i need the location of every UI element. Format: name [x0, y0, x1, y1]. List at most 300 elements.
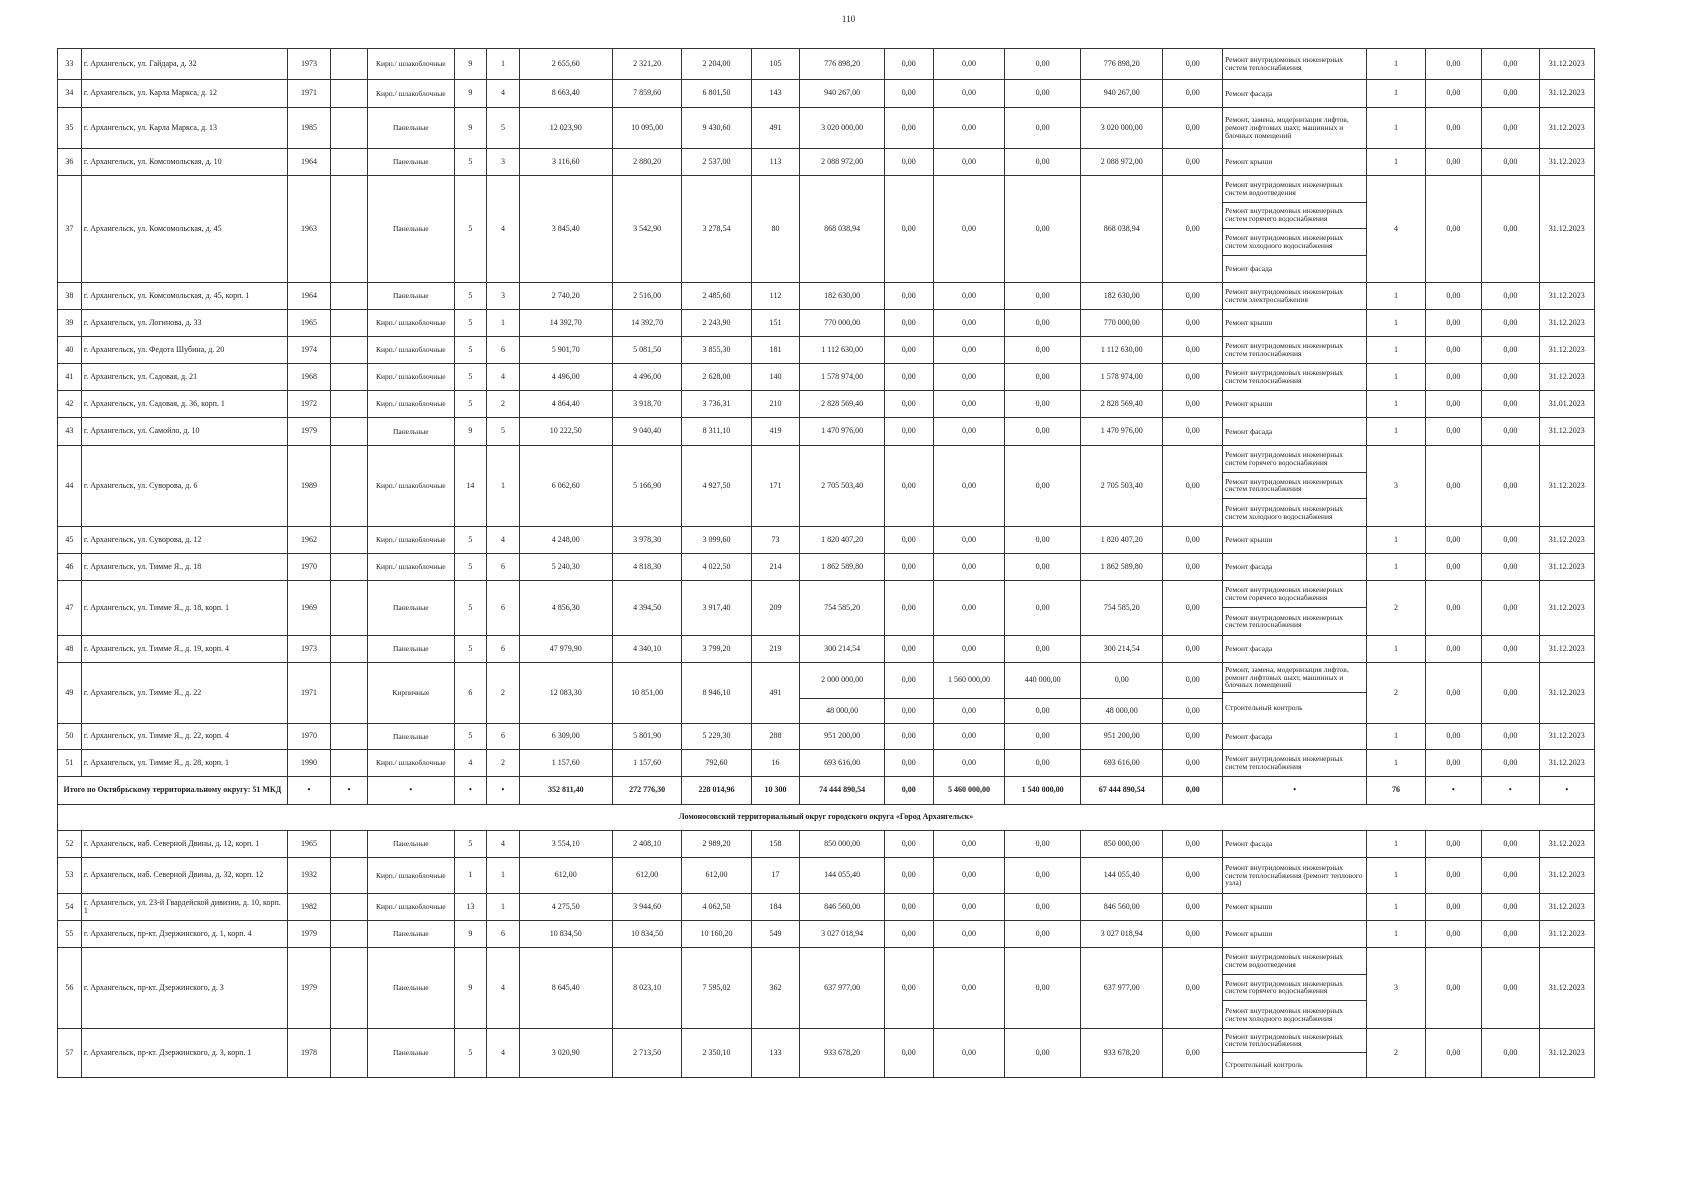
cost-cell: 0,00: [1163, 526, 1223, 553]
total-area-cell: 10 834,50: [519, 920, 612, 947]
cost-cell: 0,00: [1163, 283, 1223, 310]
wall-material-cell: Кирп./ шлакоблочные: [367, 364, 454, 391]
address-cell: г. Архангельск, ул. Тимме Я., д. 18: [81, 553, 287, 580]
total-value-cell: 5 460 000,00: [933, 776, 1005, 804]
cost-split-value: 0,00: [885, 663, 933, 699]
cost-cell: 1 862 589,80: [800, 553, 885, 580]
work-type-cell: [1223, 391, 1367, 418]
cost-split-value: 0,00: [1185, 705, 1200, 715]
deadline-cell: 31.12.2023: [1539, 149, 1594, 176]
work-count-cell: 1: [1367, 893, 1426, 920]
area-cell: 10 095,00: [612, 108, 681, 149]
residents-cell: 112: [751, 283, 800, 310]
year-cell: 1982: [287, 893, 330, 920]
work-count-cell: 1: [1367, 920, 1426, 947]
table-row: [58, 176, 1595, 283]
row-number-cell: 34: [58, 80, 82, 108]
row-number-cell: 51: [58, 749, 82, 776]
extra-cost-cell: 0,00: [1425, 723, 1481, 749]
blank-cell: [331, 80, 368, 108]
entrances-cell: 6: [487, 723, 520, 749]
extra-cost-cell: 0,00: [1425, 80, 1481, 108]
residents-cell: 214: [751, 553, 800, 580]
living-area-cell: 3 917,40: [682, 580, 751, 635]
cost-cell: 0,00: [933, 526, 1005, 553]
cost-cell: 0,00: [1005, 580, 1081, 635]
work-type-item: Ремонт внутридомовых инженерных систем теплоснабжения: [1225, 368, 1344, 385]
work-type-item: Ремонт внутридомовых инженерных систем холодного водоснабжения: [1225, 1005, 1344, 1023]
extra-cost-cell: 0,00: [1482, 830, 1539, 857]
residents-cell: 181: [751, 337, 800, 364]
work-type-cell: [1223, 446, 1367, 527]
wall-material-cell: Кирп./ шлакоблочные: [367, 337, 454, 364]
floors-cell: 9: [454, 920, 487, 947]
table-row: [58, 149, 1595, 176]
total-area-cell: 4 275,50: [519, 893, 612, 920]
work-count-cell: 1: [1367, 526, 1426, 553]
extra-cost-cell: 0,00: [1482, 391, 1539, 418]
work-type-cell: [1223, 947, 1367, 1028]
residents-cell: 151: [751, 310, 800, 337]
blank-cell: [331, 893, 368, 920]
cost-cell: 3 020 000,00: [1081, 108, 1163, 149]
cost-cell: 0,00: [1005, 337, 1081, 364]
total-area-cell: 12 023,90: [519, 108, 612, 149]
living-area-cell: 7 595,02: [682, 947, 751, 1028]
cost-cell: 0,00: [933, 635, 1005, 662]
year-cell: 1969: [287, 580, 330, 635]
total-label-cell: Итого по Октябрьскому территориальному округу: 51 МКД: [58, 776, 288, 804]
table-row: [58, 635, 1595, 662]
extra-cost-cell: 0,00: [1425, 635, 1481, 662]
total-area-cell: 10 222,50: [519, 418, 612, 446]
floors-cell: 4: [454, 749, 487, 776]
area-cell: 4 818,30: [612, 553, 681, 580]
entrances-cell: 1: [487, 446, 520, 527]
extra-cost-cell: 0,00: [1425, 893, 1481, 920]
cost-cell: 0,00: [933, 364, 1005, 391]
entrances-cell: 4: [487, 830, 520, 857]
address-cell: г. Архангельск, ул. Суворова, д. 12: [81, 526, 287, 553]
row-number-cell: 48: [58, 635, 82, 662]
table-row: [58, 920, 1595, 947]
table-row: [58, 391, 1595, 418]
total-area-cell: 8 645,40: [519, 947, 612, 1028]
year-cell: 1965: [287, 310, 330, 337]
entrances-cell: 4: [487, 176, 520, 283]
cost-cell: 0,00: [884, 310, 933, 337]
work-type-item: Ремонт внутридомовых инженерных систем теплоснабжения: [1225, 55, 1344, 72]
total-area-cell: 6 309,00: [519, 723, 612, 749]
wall-material-cell: Кирп./ шлакоблочные: [367, 391, 454, 418]
cost-cell: 0,00: [884, 418, 933, 446]
table-row: [58, 310, 1595, 337]
floors-cell: 5: [454, 1028, 487, 1077]
work-type-cell: [1223, 635, 1367, 662]
wall-material-cell: Панельные: [367, 723, 454, 749]
cost-cell: 2 828 569,40: [1081, 391, 1163, 418]
extra-cost-cell: 0,00: [1482, 108, 1539, 149]
deadline-cell: 31.01.2023: [1539, 391, 1594, 418]
row-number-cell: 56: [58, 947, 82, 1028]
work-count-cell: 1: [1367, 149, 1426, 176]
total-value-cell: 352 811,40: [519, 776, 612, 804]
work-count-cell: 2: [1367, 662, 1426, 723]
deadline-cell: 31.12.2023: [1539, 337, 1594, 364]
cost-cell: 0,00: [1005, 830, 1081, 857]
wall-material-cell: Панельные: [367, 1028, 454, 1077]
total-value-cell: •: [1482, 776, 1539, 804]
address-cell: г. Архангельск, ул. Тимме Я., д. 22: [81, 662, 287, 723]
cost-cell: 0,00: [933, 1028, 1005, 1077]
blank-cell: [331, 108, 368, 149]
cost-cell: 1 578 974,00: [1081, 364, 1163, 391]
cost-cell: 0,00: [1163, 857, 1223, 893]
row-number-cell: 54: [58, 893, 82, 920]
extra-cost-cell: 0,00: [1482, 364, 1539, 391]
cost-cell: 0,00: [1005, 635, 1081, 662]
total-value-cell: 0,00: [884, 776, 933, 804]
cost-cell: 182 630,00: [800, 283, 885, 310]
area-cell: 8 023,10: [612, 947, 681, 1028]
total-value-cell: 67 444 890,54: [1081, 776, 1163, 804]
total-value-cell: 0,00: [1163, 776, 1223, 804]
cost-cell: 1 820 407,20: [800, 526, 885, 553]
wall-material-cell: Кирп./ шлакоблочные: [367, 526, 454, 553]
total-area-cell: 3 845,40: [519, 176, 612, 283]
cost-cell: 0,00: [933, 893, 1005, 920]
work-count-cell: 2: [1367, 580, 1426, 635]
area-cell: 612,00: [612, 857, 681, 893]
cost-cell: 933 678,20: [1081, 1028, 1163, 1077]
cost-cell: 0,00: [884, 920, 933, 947]
cost-cell: 0,00: [933, 446, 1005, 527]
residents-cell: 209: [751, 580, 800, 635]
deadline-cell: 31.12.2023: [1539, 830, 1594, 857]
year-cell: 1978: [287, 1028, 330, 1077]
residents-cell: 210: [751, 391, 800, 418]
total-dot-cell: •: [367, 776, 454, 804]
total-dot-cell: •: [454, 776, 487, 804]
cost-cell: 0,00: [933, 857, 1005, 893]
area-cell: 2 713,50: [612, 1028, 681, 1077]
area-cell: 3 944,60: [612, 893, 681, 920]
extra-cost-cell: 0,00: [1425, 149, 1481, 176]
floors-cell: 5: [454, 310, 487, 337]
work-count-cell: 1: [1367, 391, 1426, 418]
work-type-item: Ремонт внутридомовых инженерных систем теплоснабжения: [1223, 473, 1366, 500]
blank-cell: [331, 446, 368, 527]
wall-material-cell: Кирп./ шлакоблочные: [367, 553, 454, 580]
cost-cell: 1 470 976,00: [800, 418, 885, 446]
cost-cell: 300 214,54: [1081, 635, 1163, 662]
cost-cell: 144 055,40: [800, 857, 885, 893]
floors-cell: 5: [454, 149, 487, 176]
work-type-item: Ремонт фасада: [1225, 426, 1273, 436]
address-cell: г. Архангельск, ул. Суворова, д. 6: [81, 446, 287, 527]
work-count-cell: 1: [1367, 80, 1426, 108]
cost-cell: 0,00: [1163, 893, 1223, 920]
floors-cell: 5: [454, 580, 487, 635]
extra-cost-cell: 0,00: [1425, 749, 1481, 776]
deadline-cell: 31.12.2023: [1539, 857, 1594, 893]
deadline-cell: 31.12.2023: [1539, 526, 1594, 553]
cost-cell: 0,00: [884, 947, 933, 1028]
blank-cell: [331, 364, 368, 391]
year-cell: 1971: [287, 80, 330, 108]
table-row: [58, 283, 1595, 310]
living-area-cell: 8 311,10: [682, 418, 751, 446]
work-type-item: Ремонт крыши: [1225, 929, 1273, 939]
floors-cell: 9: [454, 418, 487, 446]
floors-cell: 5: [454, 364, 487, 391]
extra-cost-cell: 0,00: [1482, 49, 1539, 80]
entrances-cell: 3: [487, 149, 520, 176]
entrances-cell: 6: [487, 337, 520, 364]
cost-cell: 0,00: [1005, 553, 1081, 580]
area-cell: 9 040,40: [612, 418, 681, 446]
address-cell: г. Архангельск, пр-кт. Дзержинского, д. 3, корп. 1: [81, 1028, 287, 1077]
area-cell: 7 859,60: [612, 80, 681, 108]
entrances-cell: 4: [487, 526, 520, 553]
address-cell: г. Архангельск, ул. Логинова, д. 33: [81, 310, 287, 337]
total-area-cell: 5 240,30: [519, 553, 612, 580]
work-type-item: Ремонт внутридомовых инженерных систем холодного водоснабжения: [1223, 229, 1366, 256]
extra-cost-cell: 0,00: [1482, 947, 1539, 1028]
work-count-cell: 1: [1367, 418, 1426, 446]
total-area-cell: 8 663,40: [519, 80, 612, 108]
deadline-cell: 31.12.2023: [1539, 283, 1594, 310]
cost-cell: 0,00: [1005, 857, 1081, 893]
address-cell: г. Архангельск, ул. Тимме Я., д. 22, корп. 4: [81, 723, 287, 749]
residents-cell: 16: [751, 749, 800, 776]
table-row: [58, 723, 1595, 749]
extra-cost-cell: 0,00: [1482, 1028, 1539, 1077]
wall-material-cell: Панельные: [367, 947, 454, 1028]
deadline-cell: 31.12.2023: [1539, 723, 1594, 749]
cost-cell: 776 898,20: [800, 49, 885, 80]
work-type-cell: [1223, 723, 1367, 749]
table-row: [58, 662, 1595, 723]
total-area-cell: 14 392,70: [519, 310, 612, 337]
cost-cell: 770 000,00: [800, 310, 885, 337]
cost-cell: 0,00: [1005, 149, 1081, 176]
row-number-cell: 38: [58, 283, 82, 310]
cost-cell: 2 705 503,40: [800, 446, 885, 527]
living-area-cell: 6 801,50: [682, 80, 751, 108]
residents-cell: 140: [751, 364, 800, 391]
address-cell: г. Архангельск, ул. Карла Маркса, д. 12: [81, 80, 287, 108]
total-dot-cell: •: [287, 776, 330, 804]
cost-cell: 0,00: [1005, 391, 1081, 418]
work-type-cell: [1223, 580, 1367, 635]
entrances-cell: 5: [487, 418, 520, 446]
floors-cell: 1: [454, 857, 487, 893]
address-cell: г. Архангельск, ул. Самойло, д. 10: [81, 418, 287, 446]
total-value-cell: •: [1425, 776, 1481, 804]
cost-split-cell: [884, 662, 933, 723]
wall-material-cell: Кирп./ шлакоблочные: [367, 749, 454, 776]
residents-cell: 549: [751, 920, 800, 947]
section-header-row: [58, 804, 1595, 830]
address-cell: г. Архангельск, ул. Комсомольская, д. 10: [81, 149, 287, 176]
residents-cell: 288: [751, 723, 800, 749]
work-count-cell: 2: [1367, 1028, 1426, 1077]
address-cell: г. Архангельск, ул. Карла Маркса, д. 13: [81, 108, 287, 149]
entrances-cell: 4: [487, 364, 520, 391]
cost-cell: 3 020 000,00: [800, 108, 885, 149]
cost-split-value: 48 000,00: [1105, 705, 1138, 715]
wall-material-cell: Кирп./ шлакоблочные: [367, 49, 454, 80]
floors-cell: 5: [454, 176, 487, 283]
work-type-cell: [1223, 553, 1367, 580]
work-type-cell: [1223, 857, 1367, 893]
work-type-cell: [1223, 364, 1367, 391]
entrances-cell: 1: [487, 857, 520, 893]
cost-split-cell: [1005, 662, 1081, 723]
blank-cell: [331, 49, 368, 80]
address-cell: г. Архангельск, ул. Комсомольская, д. 45: [81, 176, 287, 283]
total-area-cell: 4 248,00: [519, 526, 612, 553]
extra-cost-cell: 0,00: [1425, 446, 1481, 527]
entrances-cell: 4: [487, 80, 520, 108]
year-cell: 1968: [287, 364, 330, 391]
cost-cell: 0,00: [884, 857, 933, 893]
living-area-cell: 2 350,10: [682, 1028, 751, 1077]
cost-cell: 0,00: [884, 580, 933, 635]
extra-cost-cell: 0,00: [1482, 723, 1539, 749]
cost-cell: 0,00: [1005, 108, 1081, 149]
entrances-cell: 6: [487, 920, 520, 947]
total-dot-cell: •: [331, 776, 368, 804]
work-count-cell: 1: [1367, 723, 1426, 749]
wall-material-cell: Кирп./ шлакоблочные: [367, 80, 454, 108]
row-number-cell: 36: [58, 149, 82, 176]
row-number-cell: 55: [58, 920, 82, 947]
living-area-cell: 10 160,20: [682, 920, 751, 947]
cost-cell: 770 000,00: [1081, 310, 1163, 337]
extra-cost-cell: 0,00: [1425, 662, 1481, 723]
total-value-cell: 74 444 890,54: [800, 776, 885, 804]
extra-cost-cell: 0,00: [1482, 662, 1539, 723]
year-cell: 1979: [287, 920, 330, 947]
work-type-item: Ремонт крыши: [1225, 902, 1273, 912]
district-total-row: [58, 776, 1595, 804]
cost-cell: 0,00: [933, 391, 1005, 418]
extra-cost-cell: 0,00: [1482, 749, 1539, 776]
extra-cost-cell: 0,00: [1425, 391, 1481, 418]
cost-cell: 0,00: [1005, 364, 1081, 391]
address-cell: г. Архангельск, ул. Тимме Я., д. 18, корп. 1: [81, 580, 287, 635]
work-type-item: Ремонт внутридомовых инженерных систем водоотведения: [1223, 176, 1366, 203]
year-cell: 1979: [287, 947, 330, 1028]
cost-cell: 0,00: [1163, 310, 1223, 337]
work-type-cell: [1223, 749, 1367, 776]
total-dot-cell: •: [487, 776, 520, 804]
cost-cell: 0,00: [933, 580, 1005, 635]
total-area-cell: 6 062,60: [519, 446, 612, 527]
cost-cell: 754 585,20: [800, 580, 885, 635]
deadline-cell: 31.12.2023: [1539, 947, 1594, 1028]
work-count-cell: 1: [1367, 749, 1426, 776]
blank-cell: [331, 553, 368, 580]
cost-cell: 0,00: [1005, 49, 1081, 80]
extra-cost-cell: 0,00: [1482, 857, 1539, 893]
year-cell: 1979: [287, 418, 330, 446]
work-type-item: Ремонт крыши: [1225, 399, 1273, 409]
cost-cell: 0,00: [1005, 893, 1081, 920]
cost-split-value: 0,00: [901, 705, 916, 715]
area-cell: 5 801,90: [612, 723, 681, 749]
row-number-cell: 45: [58, 526, 82, 553]
total-area-cell: 5 901,70: [519, 337, 612, 364]
living-area-cell: 3 855,30: [682, 337, 751, 364]
entrances-cell: 2: [487, 391, 520, 418]
area-cell: 4 496,00: [612, 364, 681, 391]
deadline-cell: 31.12.2023: [1539, 418, 1594, 446]
living-area-cell: 5 229,30: [682, 723, 751, 749]
cost-cell: 0,00: [1163, 635, 1223, 662]
blank-cell: [331, 176, 368, 283]
living-area-cell: 4 927,50: [682, 446, 751, 527]
living-area-cell: 792,60: [682, 749, 751, 776]
cost-cell: 0,00: [933, 176, 1005, 283]
work-type-item: Ремонт внутридомовых инженерных систем водоотведения: [1223, 948, 1366, 975]
work-type-item: Ремонт крыши: [1225, 318, 1273, 328]
row-number-cell: 52: [58, 830, 82, 857]
cost-cell: 0,00: [1163, 149, 1223, 176]
wall-material-cell: Панельные: [367, 920, 454, 947]
blank-cell: [331, 830, 368, 857]
work-type-cell: [1223, 337, 1367, 364]
cost-cell: 0,00: [1163, 80, 1223, 108]
work-count-cell: 1: [1367, 635, 1426, 662]
cost-cell: 0,00: [933, 149, 1005, 176]
blank-cell: [331, 310, 368, 337]
work-type-cell: [1223, 310, 1367, 337]
row-number-cell: 35: [58, 108, 82, 149]
extra-cost-cell: 0,00: [1482, 283, 1539, 310]
table-row: [58, 893, 1595, 920]
blank-cell: [331, 723, 368, 749]
page-number: 110: [841, 14, 856, 24]
total-area-cell: 4 856,30: [519, 580, 612, 635]
blank-cell: [331, 947, 368, 1028]
row-number-cell: 50: [58, 723, 82, 749]
floors-cell: 5: [454, 391, 487, 418]
area-cell: 3 978,30: [612, 526, 681, 553]
work-type-item: Ремонт внутридомовых инженерных систем холодного водоснабжения: [1225, 503, 1344, 521]
deadline-cell: 31.12.2023: [1539, 893, 1594, 920]
cost-cell: 0,00: [1005, 1028, 1081, 1077]
row-number-cell: 49: [58, 662, 82, 723]
cost-cell: 0,00: [884, 526, 933, 553]
cost-cell: 0,00: [884, 446, 933, 527]
area-cell: 3 918,70: [612, 391, 681, 418]
total-area-cell: 3 554,10: [519, 830, 612, 857]
extra-cost-cell: 0,00: [1482, 580, 1539, 635]
wall-material-cell: Панельные: [367, 283, 454, 310]
cost-cell: 754 585,20: [1081, 580, 1163, 635]
residents-cell: 143: [751, 80, 800, 108]
table-row: [58, 49, 1595, 80]
area-cell: 4 394,50: [612, 580, 681, 635]
work-type-cell: [1223, 418, 1367, 446]
total-area-cell: 12 083,30: [519, 662, 612, 723]
work-type-cell: [1223, 149, 1367, 176]
total-area-cell: 2 655,60: [519, 49, 612, 80]
row-number-cell: 33: [58, 49, 82, 80]
